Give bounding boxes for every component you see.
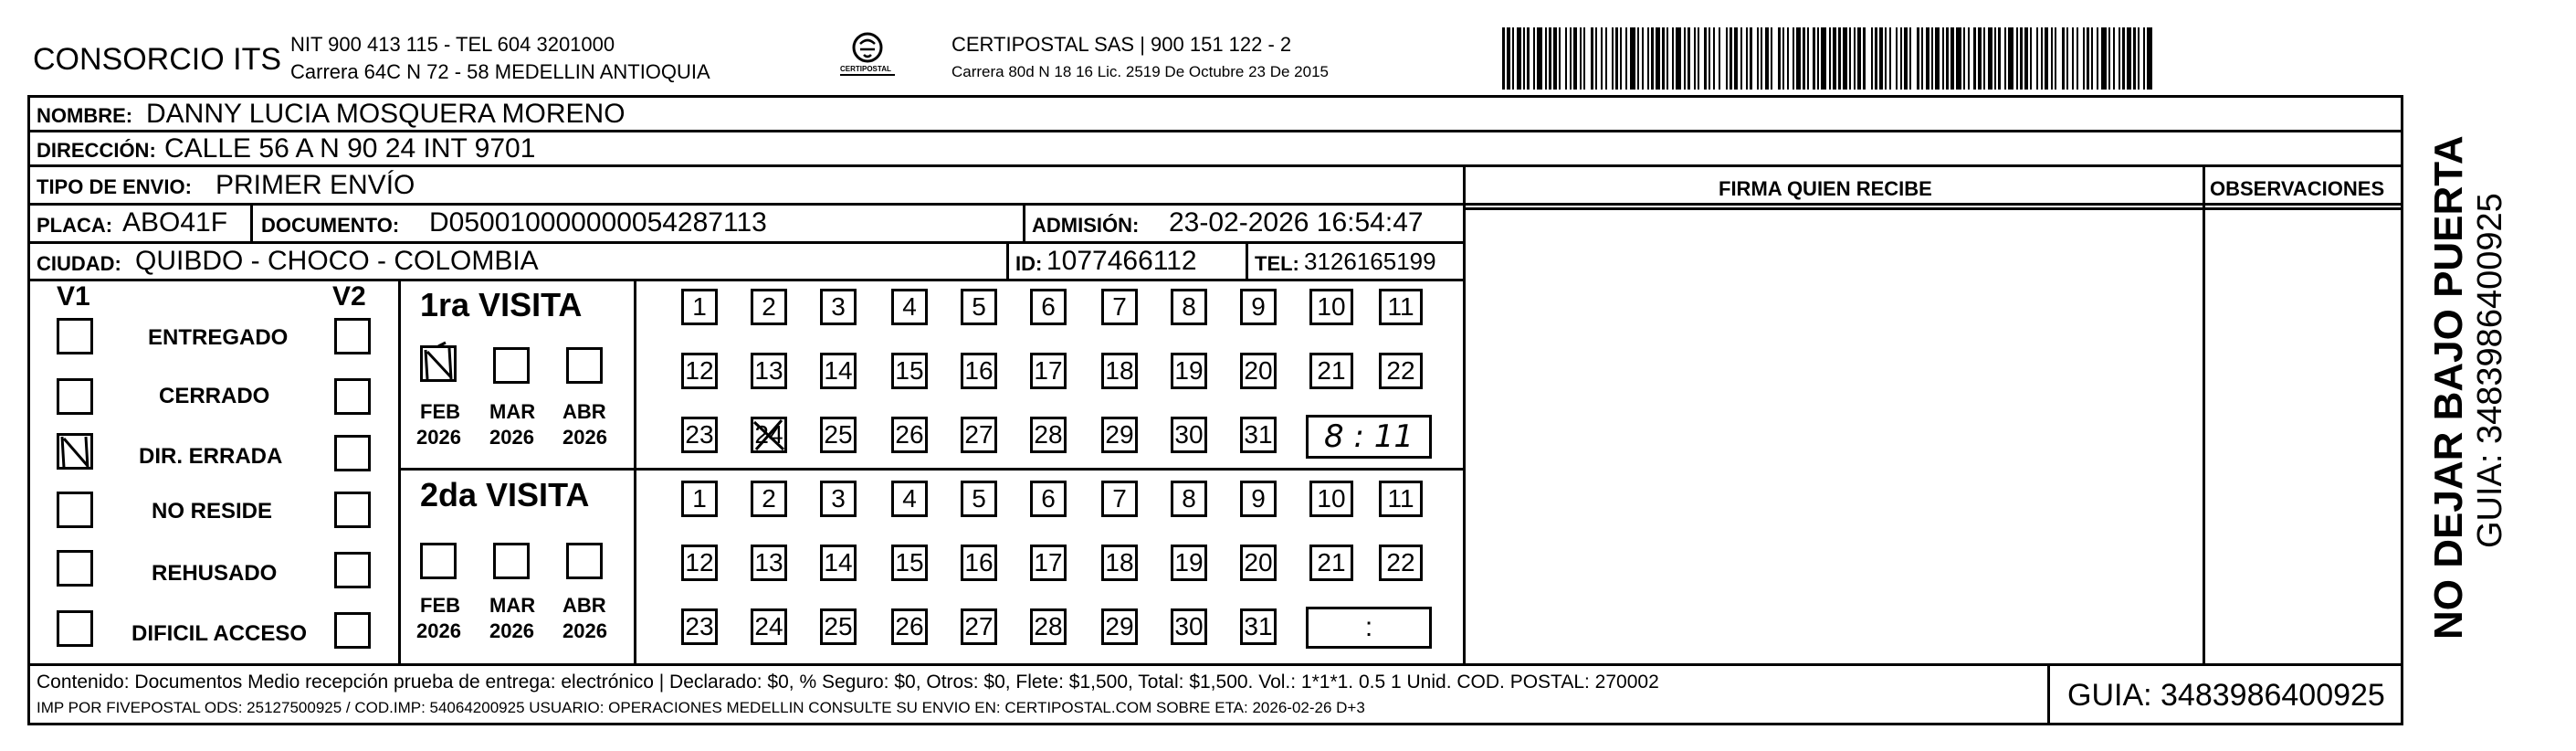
- nombre-value: DANNY LUCIA MOSQUERA MORENO: [146, 99, 626, 129]
- day-box-28[interactable]: 28: [1030, 608, 1067, 645]
- footer-content-line: Contenido: Documentos Medio recepción prueba de entrega: electrónico | Declarado: $0, % Seguro: $0, Otros: $0, Flete: $1,500, Total: $1,500. Vol.: 1*1*1. 0.5 1 Unid. COD. POSTAL: 270002: [37, 672, 1659, 693]
- day-box-16[interactable]: 16: [961, 545, 997, 581]
- day-box-11[interactable]: 11: [1379, 481, 1423, 517]
- direccion-label: DIRECCIÓN:: [37, 139, 156, 162]
- day-box-20[interactable]: 20: [1240, 545, 1277, 581]
- day-box-15[interactable]: 15: [891, 353, 928, 389]
- day-box-5[interactable]: 5: [961, 289, 997, 325]
- v1-header: V1: [57, 281, 90, 312]
- documento-label: DOCUMENTO:: [261, 214, 400, 237]
- day-box-12[interactable]: 12: [681, 353, 718, 389]
- v1-cerrado-checkbox[interactable]: [57, 378, 93, 415]
- day-box-23[interactable]: 23: [681, 608, 718, 645]
- documento-value: D050010000000054287113: [429, 207, 767, 238]
- day-box-24[interactable]: 24: [751, 417, 787, 453]
- day-box-18[interactable]: 18: [1101, 545, 1138, 581]
- id-label: ID:: [1015, 252, 1043, 275]
- day-box-12[interactable]: 12: [681, 545, 718, 581]
- visita1-feb-checkbox[interactable]: [420, 345, 457, 382]
- day-box-9[interactable]: 9: [1240, 481, 1277, 517]
- day-box-24[interactable]: 24: [751, 608, 787, 645]
- day-box-15[interactable]: 15: [891, 545, 928, 581]
- visita2-time-box[interactable]: :: [1306, 607, 1432, 649]
- day-box-25[interactable]: 25: [820, 417, 857, 453]
- day-box-30[interactable]: 30: [1171, 608, 1207, 645]
- v2-dificil-acceso-checkbox[interactable]: [334, 612, 371, 649]
- day-box-6[interactable]: 6: [1030, 289, 1067, 325]
- ciudad-label: CIUDAD:: [37, 252, 121, 275]
- visita2-abr-checkbox[interactable]: [566, 543, 603, 579]
- status-option-label: ENTREGADO: [148, 325, 289, 350]
- day-box-23[interactable]: 23: [681, 417, 718, 453]
- v2-rehusado-checkbox[interactable]: [334, 552, 371, 588]
- day-box-2[interactable]: 2: [751, 289, 787, 325]
- ciudad-value: QUIBDO - CHOCO - COLOMBIA: [135, 246, 539, 276]
- visita2-month: FEB: [420, 594, 460, 617]
- day-box-14[interactable]: 14: [820, 353, 857, 389]
- visita2-year: 2026: [563, 619, 607, 642]
- day-box-13[interactable]: 13: [751, 545, 787, 581]
- v1-no-reside-checkbox[interactable]: [57, 492, 93, 528]
- day-box-1[interactable]: 1: [681, 289, 718, 325]
- logo-text: CERTIPOSTAL: [840, 65, 891, 73]
- v1-dificil-acceso-checkbox[interactable]: [57, 610, 93, 647]
- day-box-7[interactable]: 7: [1101, 289, 1138, 325]
- id-value: 1077466112: [1046, 246, 1197, 276]
- day-box-7[interactable]: 7: [1101, 481, 1138, 517]
- carrier-line2: Carrera 80d N 18 16 Lic. 2519 De Octubre 23 De 2015: [952, 63, 1329, 80]
- v1-rehusado-checkbox[interactable]: [57, 550, 93, 587]
- day-box-8[interactable]: 8: [1171, 481, 1207, 517]
- day-box-29[interactable]: 29: [1101, 608, 1138, 645]
- visita2-feb-checkbox[interactable]: [420, 543, 457, 579]
- day-box-17[interactable]: 17: [1030, 353, 1067, 389]
- v2-dir-errada-checkbox[interactable]: [334, 435, 371, 471]
- v2-header: V2: [332, 281, 366, 312]
- day-box-26[interactable]: 26: [891, 417, 928, 453]
- status-option-label: NO RESIDE: [152, 499, 273, 524]
- visita1-abr-checkbox[interactable]: [566, 347, 603, 384]
- day-box-30[interactable]: 30: [1171, 417, 1207, 453]
- day-box-3[interactable]: 3: [820, 289, 857, 325]
- day-box-2[interactable]: 2: [751, 481, 787, 517]
- tipo-envio-label: TIPO DE ENVIO:: [37, 175, 192, 198]
- observaciones-area[interactable]: [2206, 210, 2402, 661]
- barcode: [1502, 27, 2155, 90]
- day-box-26[interactable]: 26: [891, 608, 928, 645]
- visita1-mar-checkbox[interactable]: [493, 347, 530, 384]
- day-box-10[interactable]: 10: [1309, 481, 1353, 517]
- admision-label: ADMISIÓN:: [1032, 214, 1140, 237]
- status-option-label: REHUSADO: [152, 561, 278, 586]
- day-box-19[interactable]: 19: [1171, 545, 1207, 581]
- direccion-value: CALLE 56 A N 90 24 INT 9701: [164, 133, 536, 164]
- firma-header: FIRMA QUIEN RECIBE: [1719, 177, 1932, 200]
- status-option-label: DIFICIL ACCESO: [131, 621, 308, 646]
- visita1-month: ABR: [563, 400, 606, 423]
- day-box-4[interactable]: 4: [891, 289, 928, 325]
- day-box-3[interactable]: 3: [820, 481, 857, 517]
- certipostal-logo: [833, 29, 902, 84]
- observaciones-header: OBSERVACIONES: [2210, 177, 2385, 200]
- day-box-17[interactable]: 17: [1030, 545, 1067, 581]
- day-box-22[interactable]: 22: [1379, 545, 1423, 581]
- visita2-title: 2da VISITA: [420, 476, 590, 513]
- day-box-22[interactable]: 22: [1379, 353, 1423, 389]
- side-guia: GUIA: 3483986400925: [2471, 193, 2509, 548]
- tipo-envio-value: PRIMER ENVÍO: [216, 170, 415, 200]
- day-box-6[interactable]: 6: [1030, 481, 1067, 517]
- v2-no-reside-checkbox[interactable]: [334, 492, 371, 528]
- status-option-label: DIR. ERRADA: [139, 444, 283, 469]
- no-dejar-bajo-puerta: NO DEJAR BAJO PUERTA: [2426, 135, 2471, 640]
- day-box-11[interactable]: 11: [1379, 289, 1423, 325]
- day-box-4[interactable]: 4: [891, 481, 928, 517]
- visita1-year: 2026: [489, 426, 534, 449]
- day-box-5[interactable]: 5: [961, 481, 997, 517]
- company-name: CONSORCIO ITS: [33, 42, 282, 77]
- day-box-18[interactable]: 18: [1101, 353, 1138, 389]
- visita2-year: 2026: [416, 619, 461, 642]
- visita2-mar-checkbox[interactable]: [493, 543, 530, 579]
- day-box-21[interactable]: 21: [1309, 353, 1353, 389]
- day-box-28[interactable]: 28: [1030, 417, 1067, 453]
- day-box-13[interactable]: 13: [751, 353, 787, 389]
- v1-dir-errada-checkbox[interactable]: [57, 433, 93, 470]
- status-option-label: CERRADO: [159, 384, 270, 408]
- day-box-31[interactable]: 31: [1240, 417, 1277, 453]
- visita1-month: FEB: [420, 400, 460, 423]
- day-box-29[interactable]: 29: [1101, 417, 1138, 453]
- placa-label: PLACA:: [37, 214, 113, 237]
- day-box-25[interactable]: 25: [820, 608, 857, 645]
- company-address: Carrera 64C N 72 - 58 MEDELLIN ANTIOQUIA: [290, 60, 710, 83]
- handwritten-cross-mark: [751, 417, 787, 453]
- placa-value: ABO41F: [122, 207, 228, 238]
- day-box-10[interactable]: 10: [1309, 289, 1353, 325]
- visita2-year: 2026: [489, 619, 534, 642]
- company-nit: NIT 900 413 115 - TEL 604 3201000: [290, 33, 615, 56]
- visita1-year: 2026: [416, 426, 461, 449]
- visita2-month: MAR: [489, 594, 536, 617]
- handwritten-check-mark: [57, 433, 93, 470]
- firma-area[interactable]: [1467, 210, 2201, 661]
- tel-label: TEL:: [1255, 252, 1299, 275]
- day-box-27[interactable]: 27: [961, 608, 997, 645]
- visita1-month: MAR: [489, 400, 536, 423]
- visita1-title: 1ra VISITA: [420, 286, 583, 323]
- side-text: [2407, 95, 2571, 643]
- day-box-9[interactable]: 9: [1240, 289, 1277, 325]
- handwritten-check-mark: [418, 341, 458, 381]
- day-box-1[interactable]: 1: [681, 481, 718, 517]
- day-box-27[interactable]: 27: [961, 417, 997, 453]
- admision-value: 23-02-2026 16:54:47: [1169, 207, 1424, 238]
- day-box-19[interactable]: 19: [1171, 353, 1207, 389]
- v1-entregado-checkbox[interactable]: [57, 318, 93, 354]
- day-box-31[interactable]: 31: [1240, 608, 1277, 645]
- visita1-year: 2026: [563, 426, 607, 449]
- footer-guia: GUIA: 3483986400925: [2067, 678, 2385, 713]
- day-box-14[interactable]: 14: [820, 545, 857, 581]
- footer-print-line: IMP POR FIVEPOSTAL ODS: 25127500925 / COD.IMP: 54064200925 USUARIO: OPERACIONES MEDELLIN CONSULTE SU ENVIO EN: CERTIPOSTAL.COM SOBRE ETA: 2026-02-26 D+3: [37, 699, 1365, 716]
- visita1-time-box[interactable]: 8 : 11: [1306, 415, 1432, 459]
- v2-entregado-checkbox[interactable]: [334, 318, 371, 354]
- day-box-16[interactable]: 16: [961, 353, 997, 389]
- carrier-line1: CERTIPOSTAL SAS | 900 151 122 - 2: [952, 33, 1292, 56]
- day-box-21[interactable]: 21: [1309, 545, 1353, 581]
- tel-value: 3126165199: [1304, 248, 1436, 275]
- visita2-month: ABR: [563, 594, 606, 617]
- day-box-20[interactable]: 20: [1240, 353, 1277, 389]
- nombre-label: NOMBRE:: [37, 104, 133, 127]
- v2-cerrado-checkbox[interactable]: [334, 378, 371, 415]
- day-box-8[interactable]: 8: [1171, 289, 1207, 325]
